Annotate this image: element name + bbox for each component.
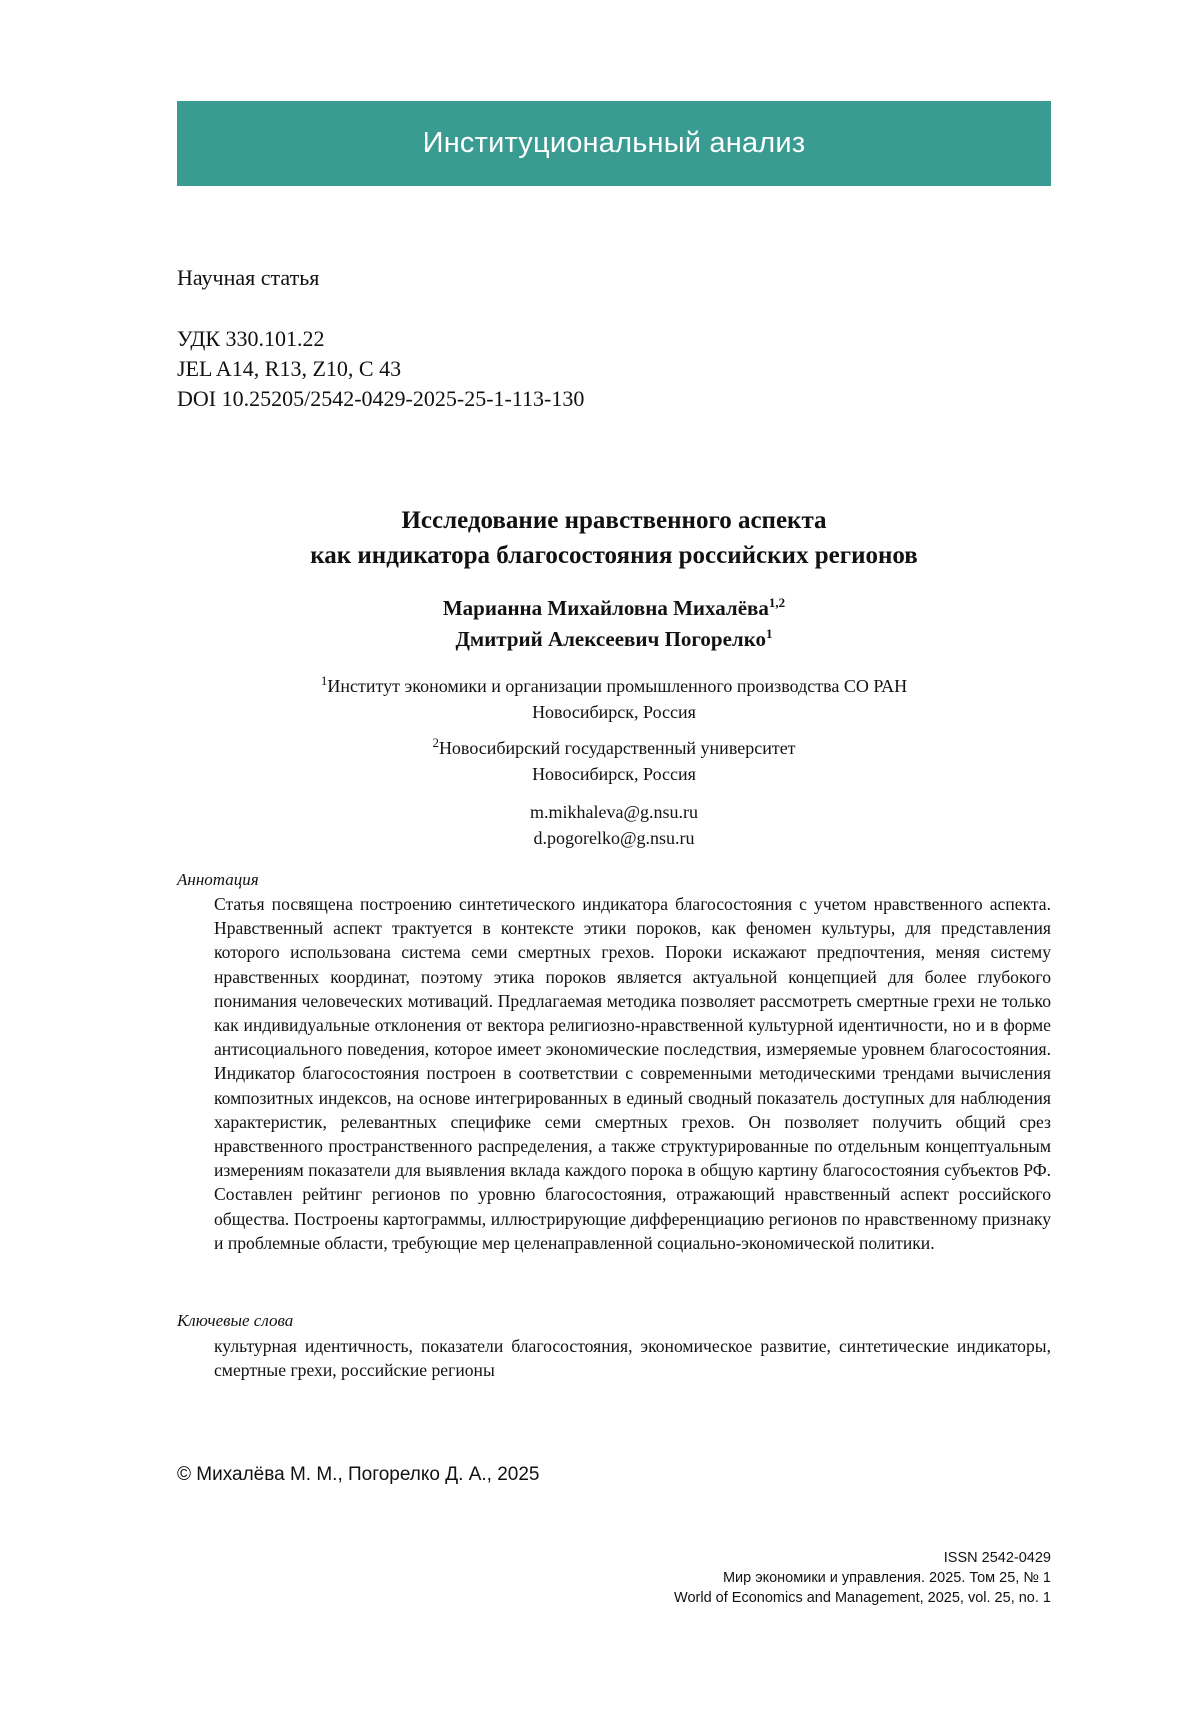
affiliation-2-org: Новосибирский государственный университет (438, 738, 796, 758)
copyright: © Михалёва М. М., Погорелко Д. А., 2025 (177, 1464, 540, 1485)
author-1-name: Марианна Михайловна Михалёва (442, 596, 769, 620)
abstract-text: Статья посвящена построению синтетического индикатора благосостояния с учетом нравственного аспекта. Нравственный аспект трактуется в контексте этики пороков, как феномен культуры, для представления которого использована система семи смертных грехов. Пороки искажают предпочтения, меняя систему нравственных координат, поэтому этика пороков является актуальной концепцией для более глубокого понимания человеческих мотиваций. Предлагаемая методика позволяет рассмотреть смертные грехи не только как индивидуальные отклонения от вектора религиозно-нравственной культурной идентичности, но и в форме антисоциального поведения, которое имеет экономические последствия, измеряемые уровнем благосостояния. Индикатор благосостояния построен в соответствии с современными методическими трендами вычисления композитных индексов, на основе интегрированных в единый сводный показатель доступных для наблюдения характеристик, релевантных специфике семи смертных грехов. Он позволяет получить общий срез нравственного пространственного распределения, а также структурированные по отдельным концептуальным измерениям показатели для выявления вклада каждого порока в общую картину благосостояния субъектов РФ. Составлен рейтинг регионов по уровню благосостояния, отражающий нравственный аспект российского общества. Построены картограммы, иллюстрирующие дифференциацию регионов по нравственному признаку и проблемные области, требующие мер целенаправленной социально-экономической политики. (214, 894, 1051, 1253)
affiliation-1-org: Институт экономики и организации промышленного производства СО РАН (327, 676, 908, 696)
article-type: Научная статья (177, 265, 320, 290)
author-2 (177, 624, 1051, 655)
journal-issn: ISSN 2542-0429 (943, 1550, 1051, 1566)
affiliation-1-city: Новосибирск, Россия (532, 702, 696, 722)
keywords-label: Ключевые слова (177, 1311, 294, 1330)
journal-info (674, 1548, 1051, 1608)
keywords-text: культурная идентичность, показатели благосостояния, экономическое развитие, синтетические индикаторы, смертные грехи, российские регионы (214, 1336, 1051, 1381)
affiliation-2 (177, 735, 1051, 787)
authors (177, 593, 1051, 655)
doi-code: DOI 10.25205/2542-0429-2025-25-1-113-130 (177, 386, 585, 411)
article-title (177, 503, 1051, 573)
author-1 (177, 593, 1051, 624)
journal-ru: Мир экономики и управления. 2025. Том 25, № 1 (722, 1570, 1051, 1586)
email-2[interactable]: d.pogorelko@g.nsu.ru (533, 828, 695, 848)
affiliation-2-sup: 2 (432, 735, 439, 750)
journal-en: World of Economics and Management, 2025, vol. 25, no. 1 (674, 1590, 1051, 1606)
udk-code: УДК 330.101.22 (177, 326, 325, 351)
section-banner (177, 101, 1051, 186)
section-title: Институциональный анализ (422, 127, 806, 159)
title-line-2: как индикатора благосостояния российских регионов (310, 542, 918, 569)
affiliation-1-sup: 1 (320, 673, 328, 688)
email-1[interactable]: m.mikhaleva@g.nsu.ru (529, 802, 699, 822)
affiliation-2-city: Новосибирск, Россия (532, 764, 696, 784)
classification-codes (177, 324, 584, 414)
affiliation-1 (177, 673, 1051, 725)
author-emails (177, 799, 1051, 851)
jel-code: JEL A14, R13, Z10, C 43 (177, 356, 402, 381)
author-2-name: Дмитрий Алексеевич Погорелко (455, 627, 767, 651)
title-line-1: Исследование нравственного аспекта (401, 507, 827, 534)
abstract-label: Аннотация (177, 870, 259, 889)
author-2-sup: 1 (766, 626, 773, 641)
author-1-sup: 1,2 (768, 595, 786, 610)
